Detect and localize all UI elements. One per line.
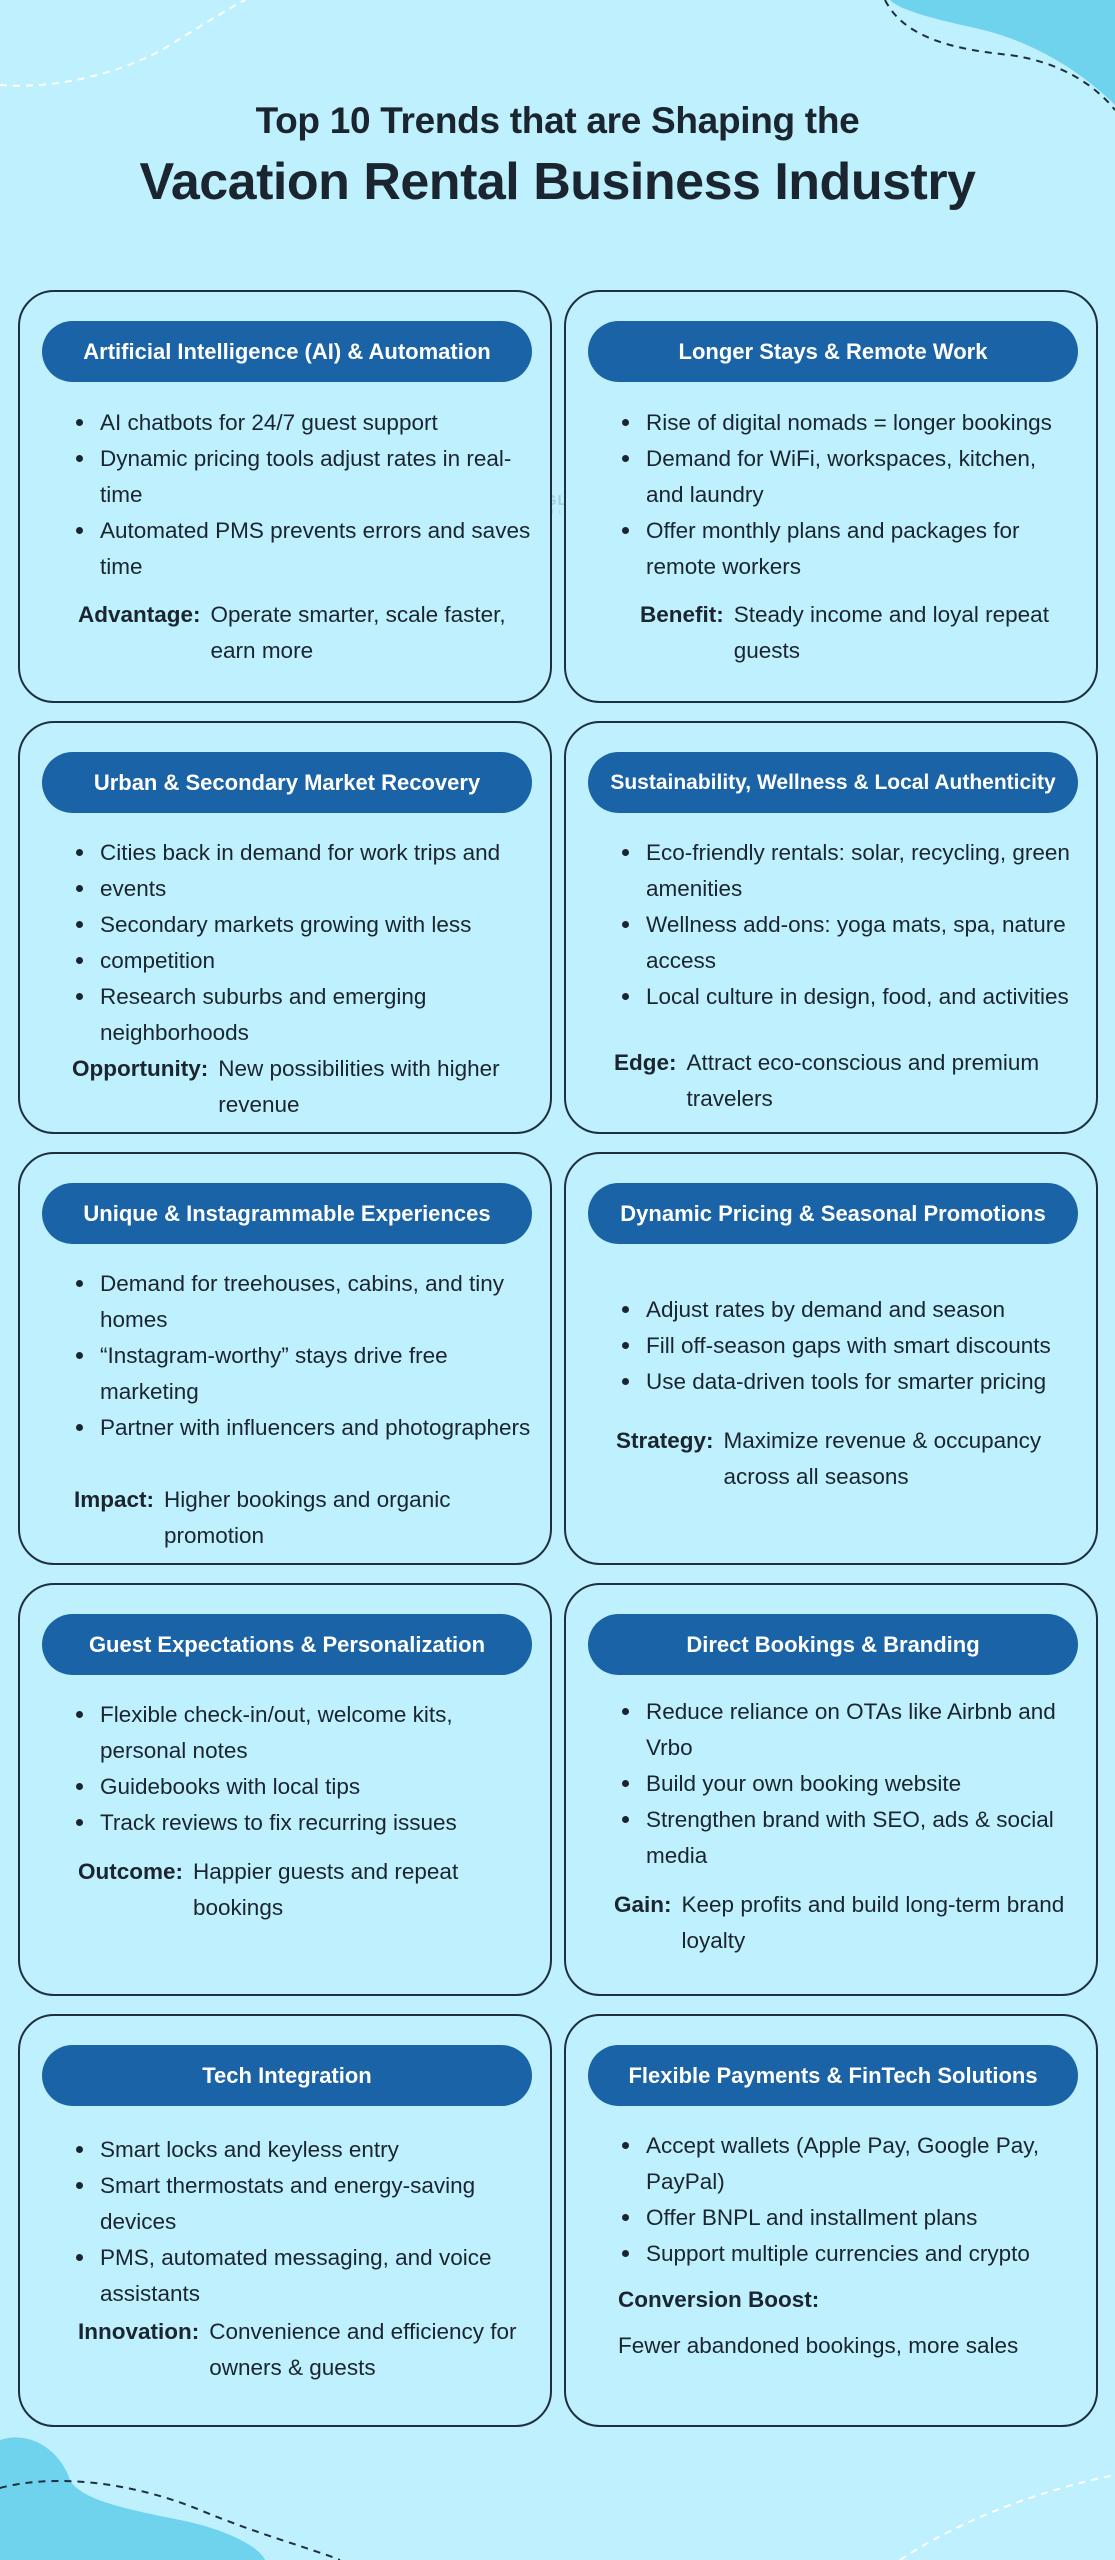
- list-item: Offer BNPL and installment plans: [622, 2200, 1078, 2236]
- trend-bullet-list: [76, 2132, 532, 2312]
- list-item: PMS, automated messaging, and voice assistants: [76, 2240, 532, 2312]
- summary-text: Steady income and loyal repeat guests: [733, 602, 1049, 663]
- trend-summary: [614, 1887, 1080, 1959]
- trend-bullet-list: [622, 405, 1078, 585]
- page-title: [0, 100, 1115, 212]
- list-item: Automated PMS prevents errors and saves time: [76, 513, 532, 585]
- summary-label: Opportunity:: [72, 1056, 209, 1081]
- list-item: Research suburbs and emerging neighborhoods: [76, 979, 532, 1051]
- list-item: Rise of digital nomads = longer bookings: [622, 405, 1078, 441]
- bottom-left-dashed-curve: [0, 2481, 340, 2560]
- list-item: Guidebooks with local tips: [76, 1769, 532, 1805]
- trend-card-title: Flexible Payments & FinTech Solutions: [588, 2045, 1078, 2106]
- trend-card-unique-experiences: [18, 1152, 552, 1565]
- list-item: “Instagram-worthy” stays drive free marketing: [76, 1338, 532, 1410]
- trend-summary: [640, 597, 1080, 669]
- trend-bullet-list: [76, 1697, 532, 1841]
- summary-text: Fewer abandoned bookings, more sales: [618, 2333, 1019, 2358]
- summary-label: Strategy:: [616, 1428, 714, 1453]
- list-item: AI chatbots for 24/7 guest support: [76, 405, 532, 441]
- summary-label: Edge:: [614, 1050, 677, 1075]
- list-item: Strengthen brand with SEO, ads & social media: [622, 1802, 1078, 1874]
- trend-bullet-list: [622, 1694, 1078, 1874]
- summary-text: Operate smarter, scale faster, earn more: [210, 602, 506, 663]
- list-item: events: [76, 871, 532, 907]
- summary-text: New possibilities with higher revenue: [218, 1056, 500, 1117]
- summary-label: Gain:: [614, 1892, 672, 1917]
- list-item: Reduce reliance on OTAs like Airbnb and Vrbo: [622, 1694, 1078, 1766]
- list-item: Eco-friendly rentals: solar, recycling, green amenities: [622, 835, 1078, 907]
- list-item: Adjust rates by demand and season: [622, 1292, 1078, 1328]
- trend-card-direct-bookings: [564, 1583, 1098, 1996]
- summary-label: Advantage:: [78, 602, 201, 627]
- trend-summary: [74, 1482, 534, 1554]
- list-item: competition: [76, 943, 532, 979]
- bottom-left-blob: [0, 2437, 265, 2560]
- summary-text: Higher bookings and organic promotion: [164, 1487, 451, 1548]
- summary-label: Conversion Boost:: [618, 2287, 820, 2312]
- list-item: Offer monthly plans and packages for remote workers: [622, 513, 1078, 585]
- list-item: Build your own booking website: [622, 1766, 1078, 1802]
- trend-card-flexible-payments: [564, 2014, 1098, 2427]
- trend-bullet-list: [76, 405, 532, 585]
- trend-card-title: Sustainability, Wellness & Local Authenticity: [588, 752, 1078, 813]
- trend-card-title: Longer Stays & Remote Work: [588, 321, 1078, 382]
- list-item: Support multiple currencies and crypto: [622, 2236, 1078, 2272]
- trend-card-title: Direct Bookings & Branding: [588, 1614, 1078, 1675]
- trend-bullet-list: [622, 835, 1078, 1015]
- list-item: Dynamic pricing tools adjust rates in real-time: [76, 441, 532, 513]
- trend-card-title: Guest Expectations & Personalization: [42, 1614, 532, 1675]
- trend-summary: [614, 1045, 1080, 1117]
- list-item: Demand for treehouses, cabins, and tiny homes: [76, 1266, 532, 1338]
- list-item: Secondary markets growing with less: [76, 907, 532, 943]
- trend-card-tech-integration: [18, 2014, 552, 2427]
- list-item: Fill off-season gaps with smart discounts: [622, 1328, 1078, 1364]
- trend-summary: [78, 597, 534, 669]
- summary-label: Outcome:: [78, 1859, 184, 1884]
- trend-summary: [78, 2314, 534, 2386]
- top-left-dashed-curve: [0, 0, 245, 86]
- trend-card-dynamic-pricing: [564, 1152, 1098, 1565]
- list-item: Local culture in design, food, and activities: [622, 979, 1078, 1015]
- list-item: Flexible check-in/out, welcome kits, personal notes: [76, 1697, 532, 1769]
- summary-label: Innovation:: [78, 2319, 200, 2344]
- trend-summary: [616, 1423, 1080, 1495]
- trend-bullet-list: [622, 2128, 1078, 2272]
- trend-summary: [72, 1051, 534, 1123]
- list-item: Use data-driven tools for smarter pricing: [622, 1364, 1078, 1400]
- list-item: Track reviews to fix recurring issues: [76, 1805, 532, 1841]
- summary-text: Convenience and efficiency for owners & guests: [209, 2319, 517, 2380]
- trend-card-longer-stays: [564, 290, 1098, 703]
- trend-card-title: Unique & Instagrammable Experiences: [42, 1183, 532, 1244]
- trend-summary: [618, 2282, 1080, 2364]
- summary-text: Happier guests and repeat bookings: [193, 1859, 459, 1920]
- trend-card-sustainability: [564, 721, 1098, 1134]
- title-line-2: Vacation Rental Business Industry: [139, 153, 976, 211]
- list-item: Smart locks and keyless entry: [76, 2132, 532, 2168]
- trend-card-title: Tech Integration: [42, 2045, 532, 2106]
- summary-text: Attract eco-conscious and premium travelers: [686, 1050, 1040, 1111]
- list-item: Accept wallets (Apple Pay, Google Pay, PayPal): [622, 2128, 1078, 2200]
- top-right-blob: [890, 0, 1115, 105]
- list-item: Demand for WiFi, workspaces, kitchen, and laundry: [622, 441, 1078, 513]
- bottom-right-dashed-curve: [900, 2475, 1115, 2560]
- list-item: Wellness add-ons: yoga mats, spa, nature access: [622, 907, 1078, 979]
- list-item: Cities back in demand for work trips and: [76, 835, 532, 871]
- trend-card-ai-automation: [18, 290, 552, 703]
- trend-card-urban-recovery: [18, 721, 552, 1134]
- trend-card-title: Dynamic Pricing & Seasonal Promotions: [588, 1183, 1078, 1244]
- top-right-dashed-curve: [885, 0, 1115, 110]
- title-line-1: Top 10 Trends that are Shaping the: [255, 100, 860, 141]
- trend-bullet-list: [76, 835, 532, 1051]
- trend-card-title: Urban & Secondary Market Recovery: [42, 752, 532, 813]
- trend-bullet-list: [622, 1292, 1078, 1400]
- summary-label: Benefit:: [640, 602, 724, 627]
- trend-card-guest-expectations: [18, 1583, 552, 1996]
- list-item: Smart thermostats and energy-saving devices: [76, 2168, 532, 2240]
- trend-bullet-list: [76, 1266, 532, 1446]
- trend-card-title: Artificial Intelligence (AI) & Automation: [42, 321, 532, 382]
- trend-summary: [78, 1854, 534, 1926]
- summary-text: Maximize revenue & occupancy across all seasons: [723, 1428, 1042, 1489]
- list-item: Partner with influencers and photographers: [76, 1410, 532, 1446]
- summary-text: Keep profits and build long-term brand loyalty: [681, 1892, 1065, 1953]
- summary-label: Impact:: [74, 1487, 155, 1512]
